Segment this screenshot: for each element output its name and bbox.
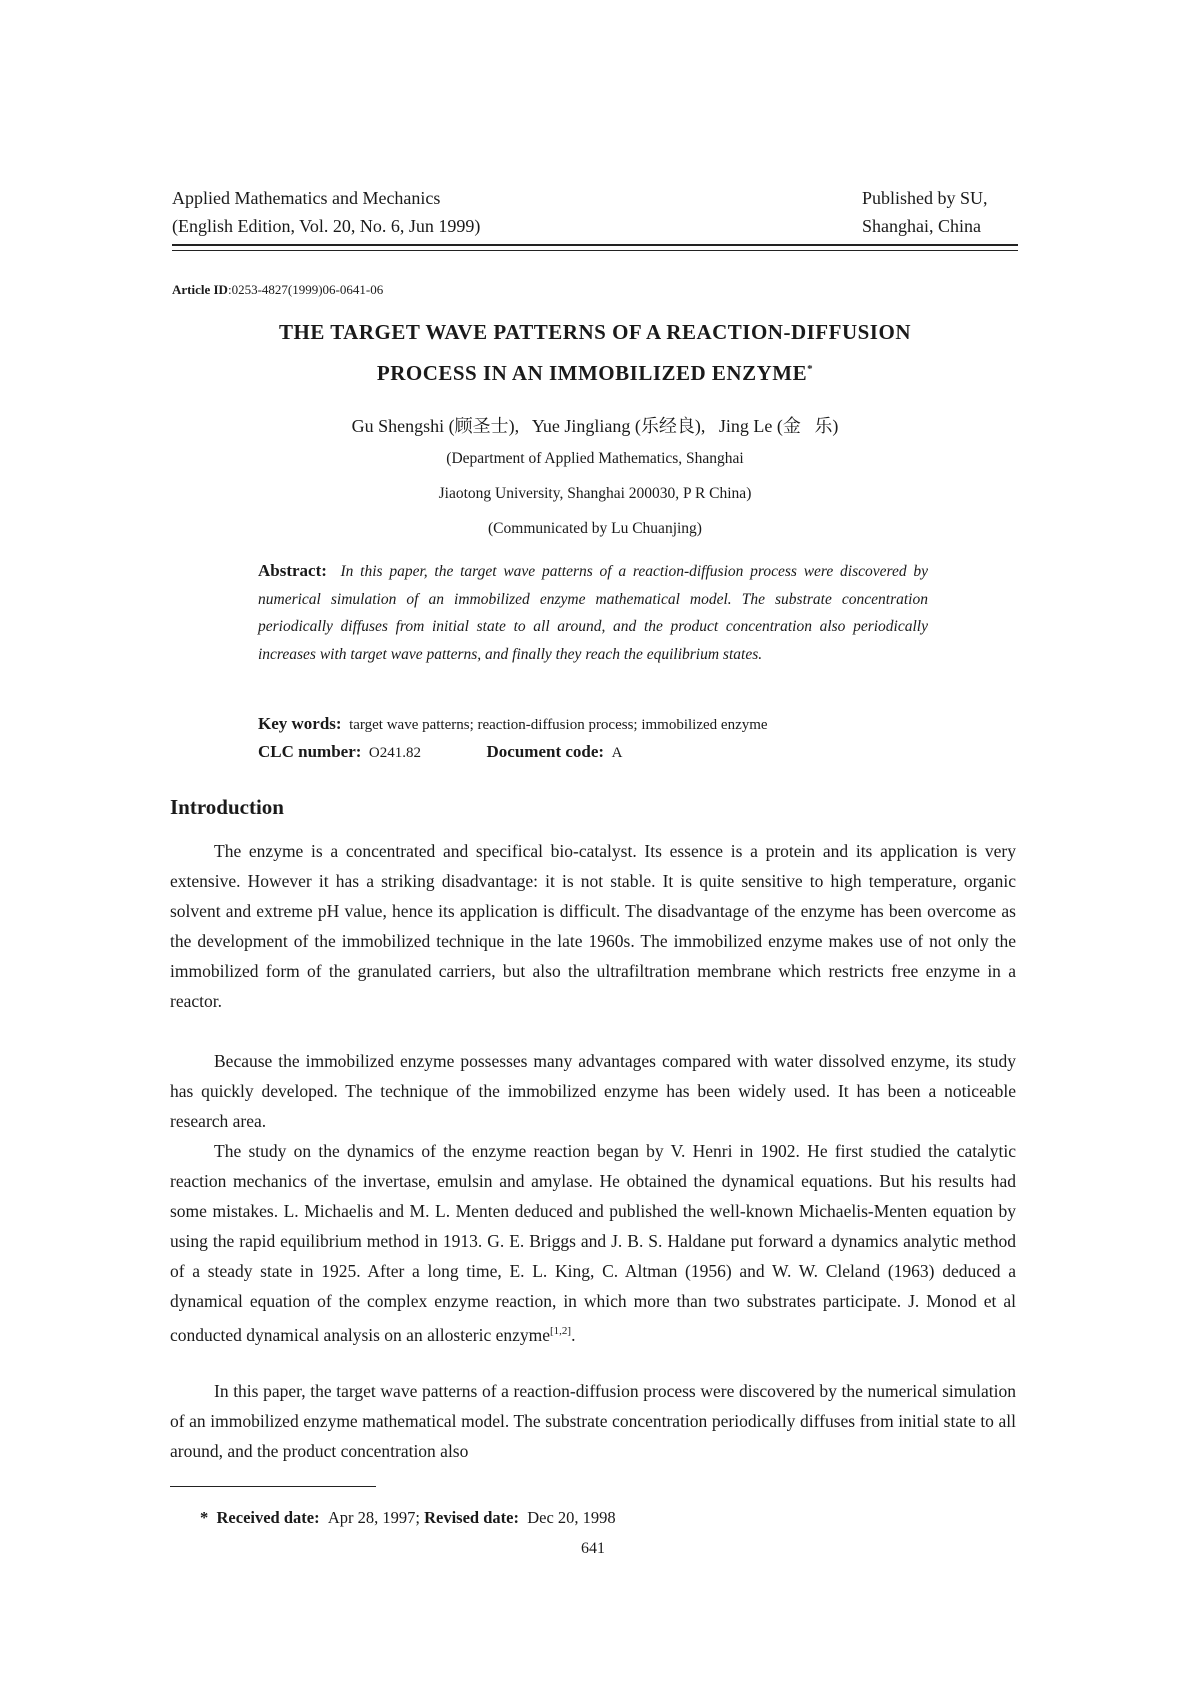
abstract (258, 557, 928, 668)
section-heading: Introduction (170, 795, 284, 819)
document-code-value: A (611, 745, 623, 761)
document-code-label: Document code: (486, 742, 605, 761)
journal-name (172, 184, 480, 240)
footnote-marker: * (200, 1508, 209, 1527)
authors: Gu Shengshi (顾圣士), Yue Jingliang (乐经良), Jing Le (金 乐) (351, 416, 839, 436)
page-number: 641 (581, 1540, 605, 1557)
clc-label: CLC number: (258, 742, 362, 761)
revised-label: Revised date: (424, 1508, 519, 1527)
keywords-label: Key words: (258, 714, 342, 733)
keywords-text: target wave patterns; reaction-diffusion process; immobilized enzyme (349, 717, 768, 733)
article-id (172, 282, 383, 298)
publisher-line-2: Shanghai, China (862, 216, 981, 236)
paragraph-2: Because the immobilized enzyme possesses many advantages compared with water dissolved enzyme, its study has quickly developed. The technique of the immobilized enzyme has been widely used. It has been a noticeable research area. (170, 1051, 1016, 1131)
journal-line-1: Applied Mathematics and Mechanics (172, 188, 441, 208)
article-id-label: Article ID (172, 282, 228, 297)
paragraph-1: The enzyme is a concentrated and specifical bio-catalyst. Its essence is a protein and its application is very extensive. However it has a striking disadvantage: it is not stable. It is quite sensitive to high temperature, organic solvent and extreme pH value, hence its application is difficult. The disadvantage of the enzyme has been overcome as the development of the immobilized technique in the late 1960s. The immobilized enzyme makes use of not only the immobilized form of the granulated carriers, but also the ultrafiltration membrane which restricts free enzyme in a reactor. (170, 841, 1016, 1011)
revised-date: Dec 20, 1998 (527, 1508, 616, 1527)
citation-ref: [1,2] (550, 1325, 572, 1337)
clc-line (258, 742, 938, 762)
header-rule-top (172, 244, 1018, 246)
paragraph-3-end: . (571, 1324, 576, 1345)
affiliation-line-1: (Department of Applied Mathematics, Shanghai (446, 450, 744, 467)
paper-title-line-2-text: PROCESS IN AN IMMOBILIZED ENZYME (376, 361, 808, 385)
communicated-by: (Communicated by Lu Chuanjing) (488, 520, 702, 537)
keywords (258, 714, 938, 734)
paper-title-line-1: THE TARGET WAVE PATTERNS OF A REACTION-DIFFUSION (279, 320, 911, 344)
article-id-value: :0253-4827(1999)06-0641-06 (227, 282, 384, 297)
footnote (200, 1508, 616, 1528)
publisher-info (862, 184, 988, 240)
paragraph-3 (170, 1136, 1016, 1350)
journal-line-2: (English Edition, Vol. 20, No. 6, Jun 1999) (172, 216, 481, 236)
received-date: Apr 28, 1997; (327, 1508, 420, 1527)
title-footnote-marker: * (807, 363, 814, 375)
paper-title-line-2 (172, 361, 1018, 386)
affiliation-line-2: Jiaotong University, Shanghai 200030, P R China) (438, 485, 752, 502)
abstract-text: In this paper, the target wave patterns of a reaction-diffusion process were discovered by numerical simulation of an immobilized enzyme mathematical model. The substrate concentration periodically diffuses from initial state to all around, and the product concentration also periodically increases with target wave patterns, and finally they reach the equilibrium states. (258, 563, 928, 663)
header-rule-bottom (172, 250, 1018, 251)
publisher-line-1: Published by SU, (862, 188, 988, 208)
received-label: Received date: (216, 1508, 320, 1527)
paragraph-3-text: The study on the dynamics of the enzyme reaction began by V. Henri in 1902. He first studied the catalytic reaction mechanics of the invertase, emulsin and amylase. He obtained the dynamical equations. But his results had some mistakes. L. Michaelis and M. L. Menten deduced and published the well-known Michaelis-Menten equation by using the rapid equilibrium method in 1913. G. E. Briggs and J. B. S. Haldane put forward a dynamics analytic method of a steady state in 1925. After a long time, E. L. King, C. Altman (1956) and W. W. Cleland (1963) deduced a dynamical equation of the complex enzyme reaction, in which more than two substrates participate. J. Monod et al conducted dynamical analysis on an allosteric enzyme (170, 1141, 1016, 1345)
clc-value: O241.82 (368, 745, 422, 761)
paragraph-4: In this paper, the target wave patterns of a reaction-diffusion process were discovered by the numerical simulation of an immobilized enzyme mathematical model. The substrate concentration periodically diffuses from initial state to all around, and the product concentration also (170, 1381, 1016, 1461)
footnote-rule (170, 1486, 376, 1487)
abstract-label: Abstract: (258, 561, 327, 580)
